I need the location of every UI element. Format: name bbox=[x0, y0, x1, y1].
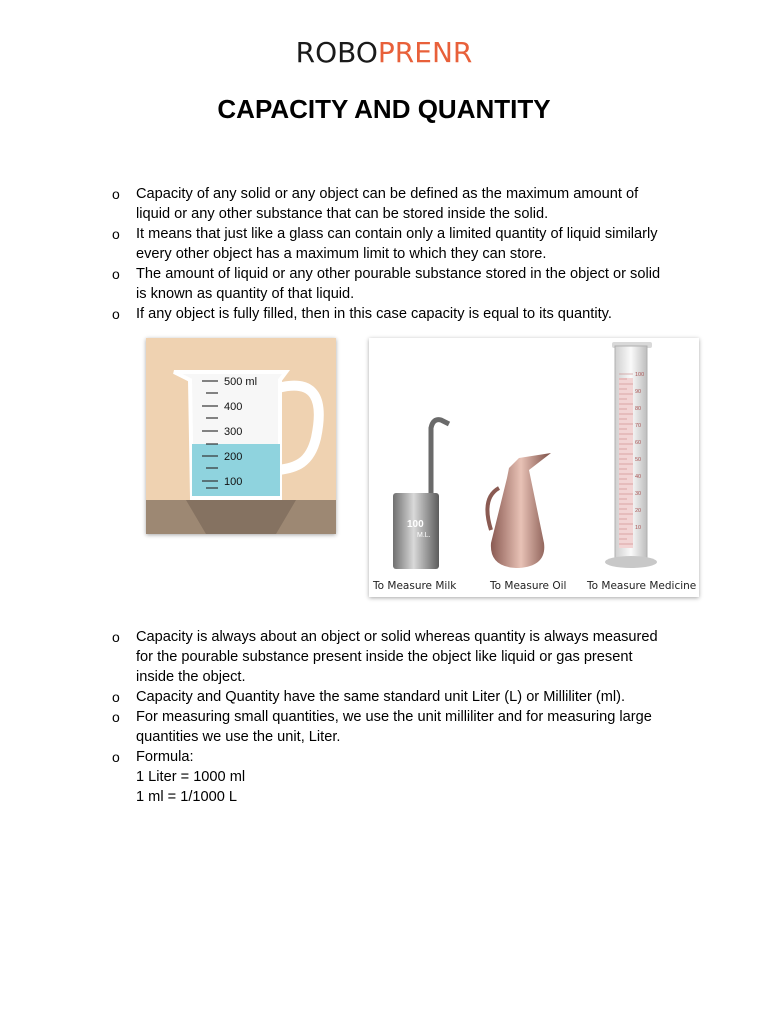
list-item-text bbox=[136, 707, 692, 747]
list-item-text bbox=[136, 627, 692, 687]
list-item bbox=[112, 627, 692, 687]
bullet-marker: o bbox=[112, 226, 120, 242]
measuring-instruments-image bbox=[369, 338, 699, 597]
measuring-jug-image bbox=[146, 338, 336, 534]
bullet-marker: o bbox=[112, 186, 120, 202]
oil-measure-pitcher bbox=[491, 453, 551, 568]
bullet-marker: o bbox=[112, 629, 120, 645]
logo-part-prenr: PRENR bbox=[377, 36, 473, 69]
cylinder-tick-70: 70 bbox=[635, 423, 642, 429]
page-title: CAPACITY AND QUANTITY bbox=[217, 94, 551, 124]
jug-label-100: 100 bbox=[224, 476, 243, 488]
list-item-line: inside the object. bbox=[136, 669, 246, 685]
cylinder-tick-90: 90 bbox=[635, 389, 642, 395]
list-item-line: For measuring small quantities, we use the unit milliliter and for measuring large bbox=[136, 709, 652, 725]
list-item-line: for the pourable substance present inside the object like liquid or gas present bbox=[136, 649, 633, 665]
list-item bbox=[112, 707, 692, 747]
list-item bbox=[112, 687, 692, 707]
list-item-text bbox=[136, 304, 692, 324]
list-item bbox=[112, 184, 692, 224]
list-item-line: The amount of liquid or any other pourable substance stored in the object or solid bbox=[136, 266, 661, 282]
jug-label-300: 300 bbox=[224, 426, 243, 438]
list-item-line: Capacity of any solid or any object can be defined as the maximum amount of bbox=[136, 186, 639, 202]
list-item-line: 1 ml = 1/1000 L bbox=[136, 789, 238, 805]
caption-milk: To Measure Milk bbox=[373, 580, 457, 592]
list-item-text bbox=[136, 687, 692, 707]
list-item bbox=[112, 747, 692, 807]
list-item-line: every other object has a maximum limit to which they can store. bbox=[136, 246, 547, 262]
list-item-text bbox=[136, 224, 692, 264]
bullet-marker: o bbox=[112, 709, 120, 725]
caption-oil: To Measure Oil bbox=[490, 580, 567, 592]
cylinder-tick-30: 30 bbox=[635, 491, 642, 497]
list-item bbox=[112, 224, 692, 264]
logo-part-robo: ROBO bbox=[295, 36, 378, 69]
cylinder-tick-40: 40 bbox=[635, 474, 642, 480]
jug-label-200: 200 bbox=[224, 451, 243, 463]
cylinder-tick-60: 60 bbox=[635, 440, 642, 446]
list-item-line: If any object is fully filled, then in this case capacity is equal to its quantity. bbox=[136, 306, 612, 322]
list-item-line: is known as quantity of that liquid. bbox=[136, 286, 355, 302]
cup-label-unit: M.L. bbox=[417, 532, 431, 539]
bullet-marker: o bbox=[112, 266, 120, 282]
milk-measure-handle bbox=[431, 420, 449, 496]
jug-label-400: 400 bbox=[224, 401, 243, 413]
brand-logo bbox=[0, 36, 768, 69]
cylinder-tick-20: 20 bbox=[635, 508, 642, 514]
caption-medicine: To Measure Medicine bbox=[587, 580, 697, 592]
list-item-line: Capacity and Quantity have the same standard unit Liter (L) or Milliliter (ml). bbox=[136, 689, 626, 705]
bullet-marker: o bbox=[112, 749, 120, 765]
cylinder-tick-100: 100 bbox=[635, 372, 645, 378]
bullet-list-intro bbox=[112, 184, 692, 324]
list-item-line: quantities we use the unit, Liter. bbox=[136, 729, 341, 745]
list-item-text bbox=[136, 747, 692, 807]
list-item-line: 1 Liter = 1000 ml bbox=[136, 769, 246, 785]
list-item bbox=[112, 264, 692, 304]
list-item-line: Capacity is always about an object or solid whereas quantity is always measured bbox=[136, 629, 658, 645]
bullet-marker: o bbox=[112, 689, 120, 705]
cylinder-tick-50: 50 bbox=[635, 457, 642, 463]
list-item-line: liquid or any other substance that can be stored inside the solid. bbox=[136, 206, 549, 222]
list-item bbox=[112, 304, 692, 324]
cylinder-tick-10: 10 bbox=[635, 525, 642, 531]
milk-measure-cup bbox=[393, 493, 439, 569]
bullet-list-details bbox=[112, 627, 692, 807]
jug-label-500: 500 ml bbox=[224, 376, 258, 388]
bullet-marker: o bbox=[112, 306, 120, 322]
list-item-line: Formula: bbox=[136, 749, 194, 765]
cup-label-amount: 100 bbox=[407, 519, 424, 530]
list-item-line: It means that just like a glass can contain only a limited quantity of liquid similarly bbox=[136, 226, 658, 242]
cylinder-tick-80: 80 bbox=[635, 406, 642, 412]
list-item-text bbox=[136, 264, 692, 304]
list-item-text bbox=[136, 184, 692, 224]
